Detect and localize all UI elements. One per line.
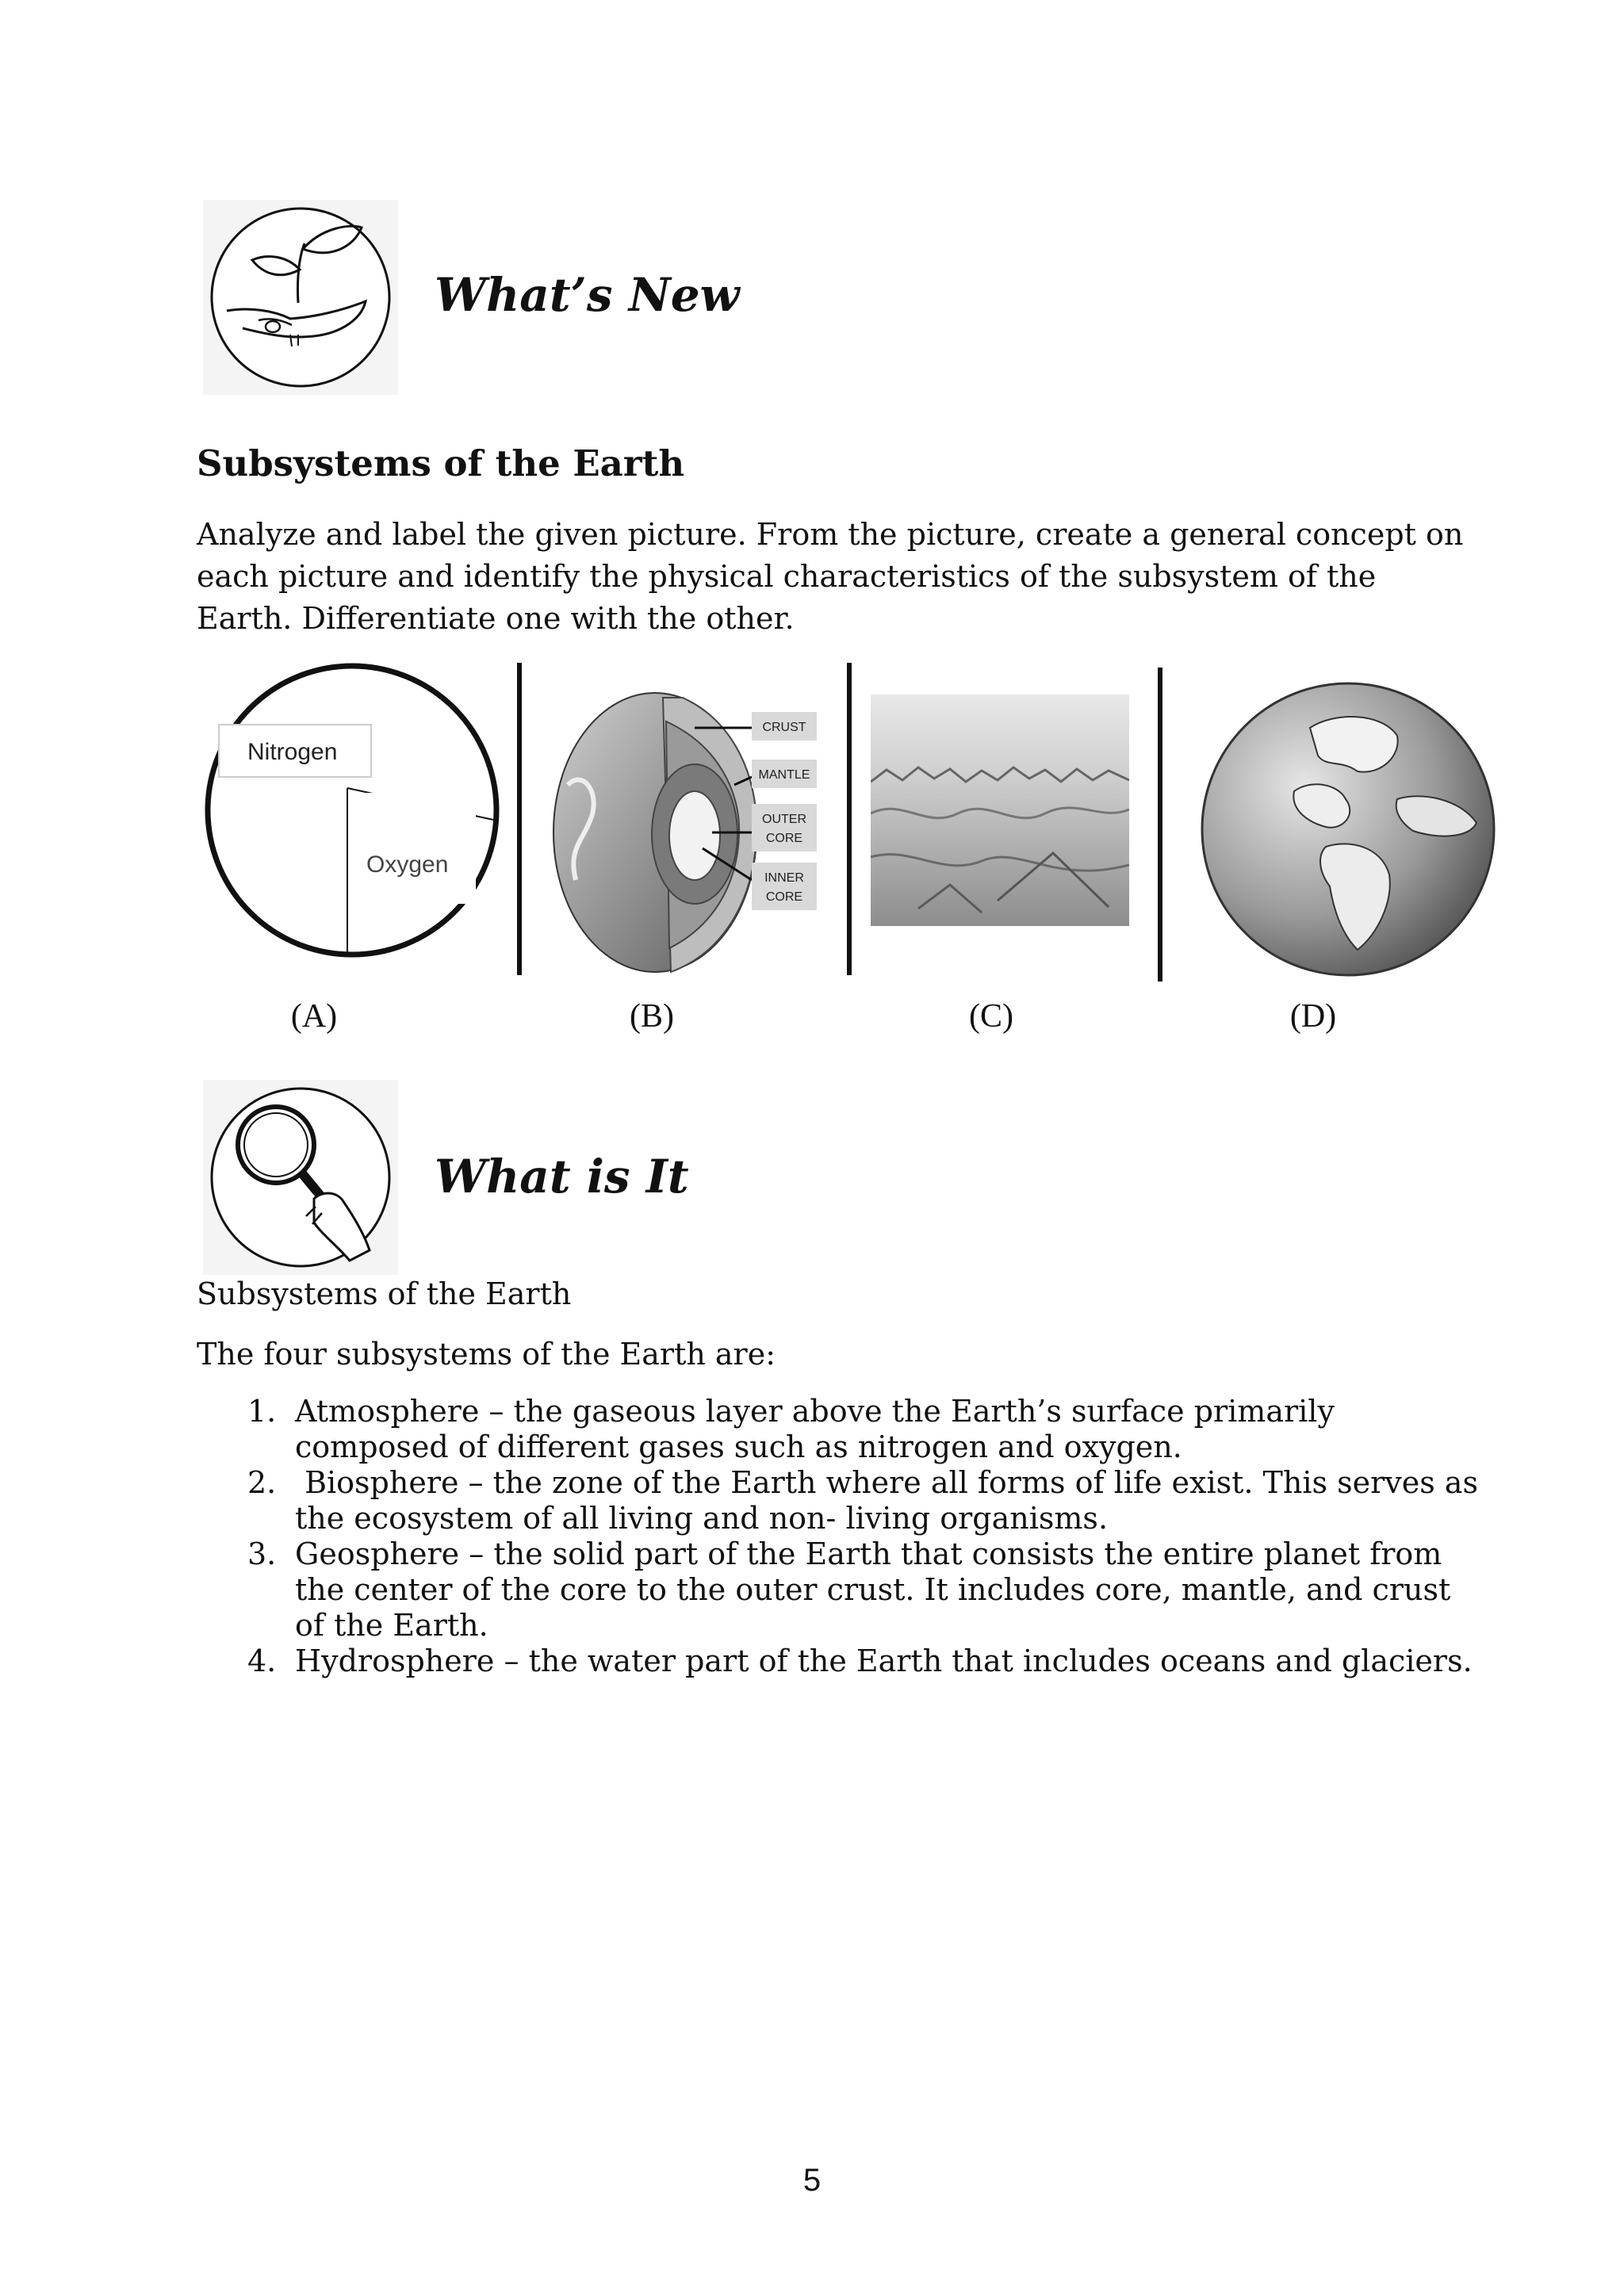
inner-core-label: CORE [765,890,803,904]
what-is-it-subtitle: Subsystems of the Earth [197,1276,572,1311]
nitrogen-label: Nitrogen [247,739,338,765]
list-number: 2. [247,1465,277,1500]
list-line: Hydrosphere – the water part of the Earth that includes oceans and glaciers. [295,1644,1473,1678]
figure-c-ocean [871,695,1129,929]
crust-label: CRUST [762,721,806,734]
caption-b: (B) [630,998,674,1035]
instruction-line: each picture and identify the physical characteristics of the subsystem of the [197,559,1377,594]
figure-a-atmosphere [197,661,506,974]
divider-line [847,663,852,975]
inner-label: INNER [764,871,804,885]
list-number: 4. [247,1644,277,1678]
list-number: 1. [247,1394,277,1429]
list-line: composed of different gases such as nitrogen and oxygen. [295,1429,1182,1464]
what-is-it-intro: The four subsystems of the Earth are: [197,1337,776,1372]
layer-labels [752,712,823,913]
list-line: the center of the core to the outer crust. It includes core, mantle, and crust [295,1572,1451,1607]
list-item [238,1394,1459,1465]
list-line: Biosphere – the zone of the Earth where all forms of life exist. This serves as [295,1465,1478,1500]
list-line: Atmosphere – the gaseous layer above the Earth’s surface primarily [295,1394,1335,1429]
mantle-label: MANTLE [758,768,810,782]
outer-label: OUTER [762,813,806,826]
subsystems-heading: Subsystems of the Earth [197,442,685,484]
instructions-paragraph [197,514,1464,640]
magnifying-glass-in-hand-icon [203,1080,398,1275]
hand-holding-plant-icon [203,200,398,395]
figure-d-globe [1199,680,1497,982]
outer-core-label: CORE [765,832,803,845]
whats-new-title: What’s New [435,268,740,322]
list-line: of the Earth. [295,1608,488,1643]
instruction-line: Analyze and label the given picture. From the picture, create a general concept on [197,517,1464,552]
list-item [238,1644,1473,1679]
caption-c: (C) [969,998,1013,1035]
instruction-line: Earth. Differentiate one with the other. [197,601,795,636]
page-number: 5 [802,2163,822,2198]
list-item [238,1465,1478,1536]
subsystems-list [238,1394,1478,1679]
list-line: the ecosystem of all living and non- living organisms. [295,1501,1109,1536]
oxygen-label: Oxygen [366,851,449,878]
list-number: 3. [247,1536,277,1571]
caption-a: (A) [290,998,338,1035]
list-line: Geosphere – the solid part of the Earth that consists the entire planet from [295,1536,1442,1571]
what-is-it-title: What is It [435,1150,689,1203]
list-item [238,1536,1459,1644]
caption-d: (D) [1289,998,1337,1035]
divider-line [1158,668,1162,982]
divider-line [517,663,522,975]
